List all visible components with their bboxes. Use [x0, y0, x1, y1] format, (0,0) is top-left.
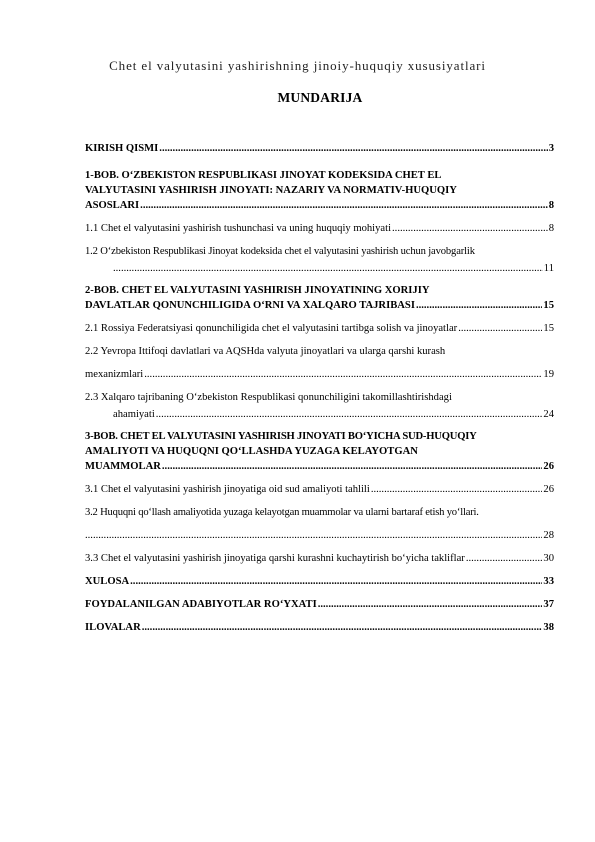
toc-entry-section-1-1[interactable] [85, 221, 554, 236]
toc-entry-title-line: 2.2 Yevropa Ittifoqi davlatlari va AQSHda valyuta jinoyatlari va ularga qarshi kurash [85, 346, 446, 357]
document-title: Chet el valyutasini yashirishning jinoiy-huquqiy xususiyatlari [109, 58, 486, 73]
leader-dots [142, 620, 543, 635]
toc-entry-title-line: 2.3 Xalqaro tajribaning O‘zbekiston Respublikasi qonunchiligini takomillashtirishdagi [85, 392, 452, 403]
toc-entry-title-line: DAVLATLAR QONUNCHILIGIDA O‘RNI VA XALQARO TAJRIBASI [85, 300, 415, 311]
toc-entry-title-line: VALYUTASINI YASHIRISH JINOYATI: NAZARIY VA NORMATIV-HUQUQIY [85, 185, 457, 196]
toc-entry-chapter-1[interactable] [85, 168, 554, 213]
toc-entry-title-line: MUAMMOLAR [85, 461, 161, 472]
toc-entry-title: 2.1 Rossiya Federatsiyasi qonunchiligida chet el valyutasini tartibga solish va jinoyatlar [85, 323, 458, 334]
toc-heading: MUNDARIJA [277, 90, 363, 105]
toc-entry-title: ILOVALAR [85, 622, 141, 633]
toc-page-number: 33 [543, 576, 554, 587]
toc-entry-adabiyotlar[interactable] [85, 597, 554, 612]
toc-page-number: 19 [543, 369, 554, 380]
toc-entry-title-line: 3-BOB. CHET EL VALYUTASINI YASHIRISH JINOYATI BO‘YICHA SUD-HUQUQIY [85, 431, 477, 442]
toc-entry-title: FOYDALANILGAN ADABIYOTLAR RO‘YXATI [85, 599, 317, 610]
leader-dots [371, 482, 543, 497]
toc-entry-title-line: AMALIYOTI VA HUQUQNI QO‘LLASHDA YUZAGA KELAYOTGAN [85, 446, 418, 457]
leader-dots [85, 528, 542, 543]
toc-entry-title: 3.3 Chet el valyutasini yashirish jinoyatiga qarshi kurashni kuchaytirish bo‘yicha takliflar [85, 553, 465, 564]
toc-entry-title: 1.1 Chet el valyutasini yashirish tushunchasi va uning huquqiy mohiyati [85, 223, 392, 234]
toc-entry-chapter-2[interactable] [85, 283, 554, 313]
leader-dots [140, 198, 548, 213]
toc-page-number: 3 [548, 143, 554, 154]
toc-entry-section-2-2[interactable] [85, 344, 554, 382]
toc-entry-section-2-3[interactable] [85, 390, 554, 422]
leader-dots [162, 459, 543, 474]
toc-entry-title-line: 3.2 Huquqni qo‘llash amaliyotida yuzaga kelayotgan muammolar va ularni bartaraf etish yo‘llari. [85, 507, 479, 518]
toc-entry-kirish[interactable] [85, 141, 554, 156]
toc-entry-chapter-3[interactable] [85, 429, 554, 474]
toc-entry-ilovalar[interactable] [85, 620, 554, 635]
toc-entry-title-line: ASOSLARI [85, 200, 140, 211]
toc-page-number: 24 [543, 409, 554, 420]
toc-page-number: 8 [548, 223, 554, 234]
toc-entry-title-line: ahamiyati [113, 409, 155, 420]
toc-entry-section-1-2[interactable] [85, 244, 554, 276]
toc-page-number: 15 [543, 323, 554, 334]
toc-page-number: 11 [543, 263, 554, 274]
toc-page-number: 28 [543, 530, 554, 541]
toc-entry-section-3-2[interactable] [85, 505, 554, 543]
toc-page-number: 26 [543, 484, 554, 495]
leader-dots [416, 298, 542, 313]
toc-entry-section-3-1[interactable] [85, 482, 554, 497]
leader-dots [458, 321, 542, 336]
leader-dots [130, 574, 542, 589]
toc-entry-title-line: mexanizmlari [85, 369, 144, 380]
leader-dots [159, 141, 547, 156]
leader-dots [392, 221, 548, 236]
toc-entry-title: XULOSA [85, 576, 130, 587]
toc-entry-section-2-1[interactable] [85, 321, 554, 336]
toc-page-number: 8 [548, 200, 554, 211]
toc-entry-title-line: 1.2 O‘zbekiston Respublikasi Jinoyat kodeksida chet el valyutasini yashirish uchun javobgarlik [85, 246, 475, 257]
toc-entry-title: KIRISH QISMI [85, 143, 159, 154]
table-of-contents [85, 141, 554, 635]
toc-page-number: 38 [543, 622, 554, 633]
toc-page-number: 30 [543, 553, 554, 564]
toc-entry-title-line: 2-BOB. CHET EL VALYUTASINI YASHIRISH JINOYATINING XORIJIY [85, 285, 430, 296]
toc-entry-section-3-3[interactable] [85, 551, 554, 566]
leader-dots [113, 261, 543, 276]
leader-dots [156, 407, 543, 422]
toc-page-number: 26 [543, 461, 554, 472]
toc-page-number: 37 [543, 599, 554, 610]
leader-dots [144, 367, 542, 382]
toc-page-number: 15 [543, 300, 554, 311]
leader-dots [318, 597, 543, 612]
leader-dots [466, 551, 543, 566]
toc-entry-title-line: 1-BOB. O‘ZBEKISTON RESPUBLIKASI JINOYAT KODEKSIDA CHET EL [85, 170, 442, 181]
toc-entry-xulosa[interactable] [85, 574, 554, 589]
toc-entry-title: 3.1 Chet el valyutasini yashirish jinoyatiga oid sud amaliyoti tahlili [85, 484, 370, 495]
